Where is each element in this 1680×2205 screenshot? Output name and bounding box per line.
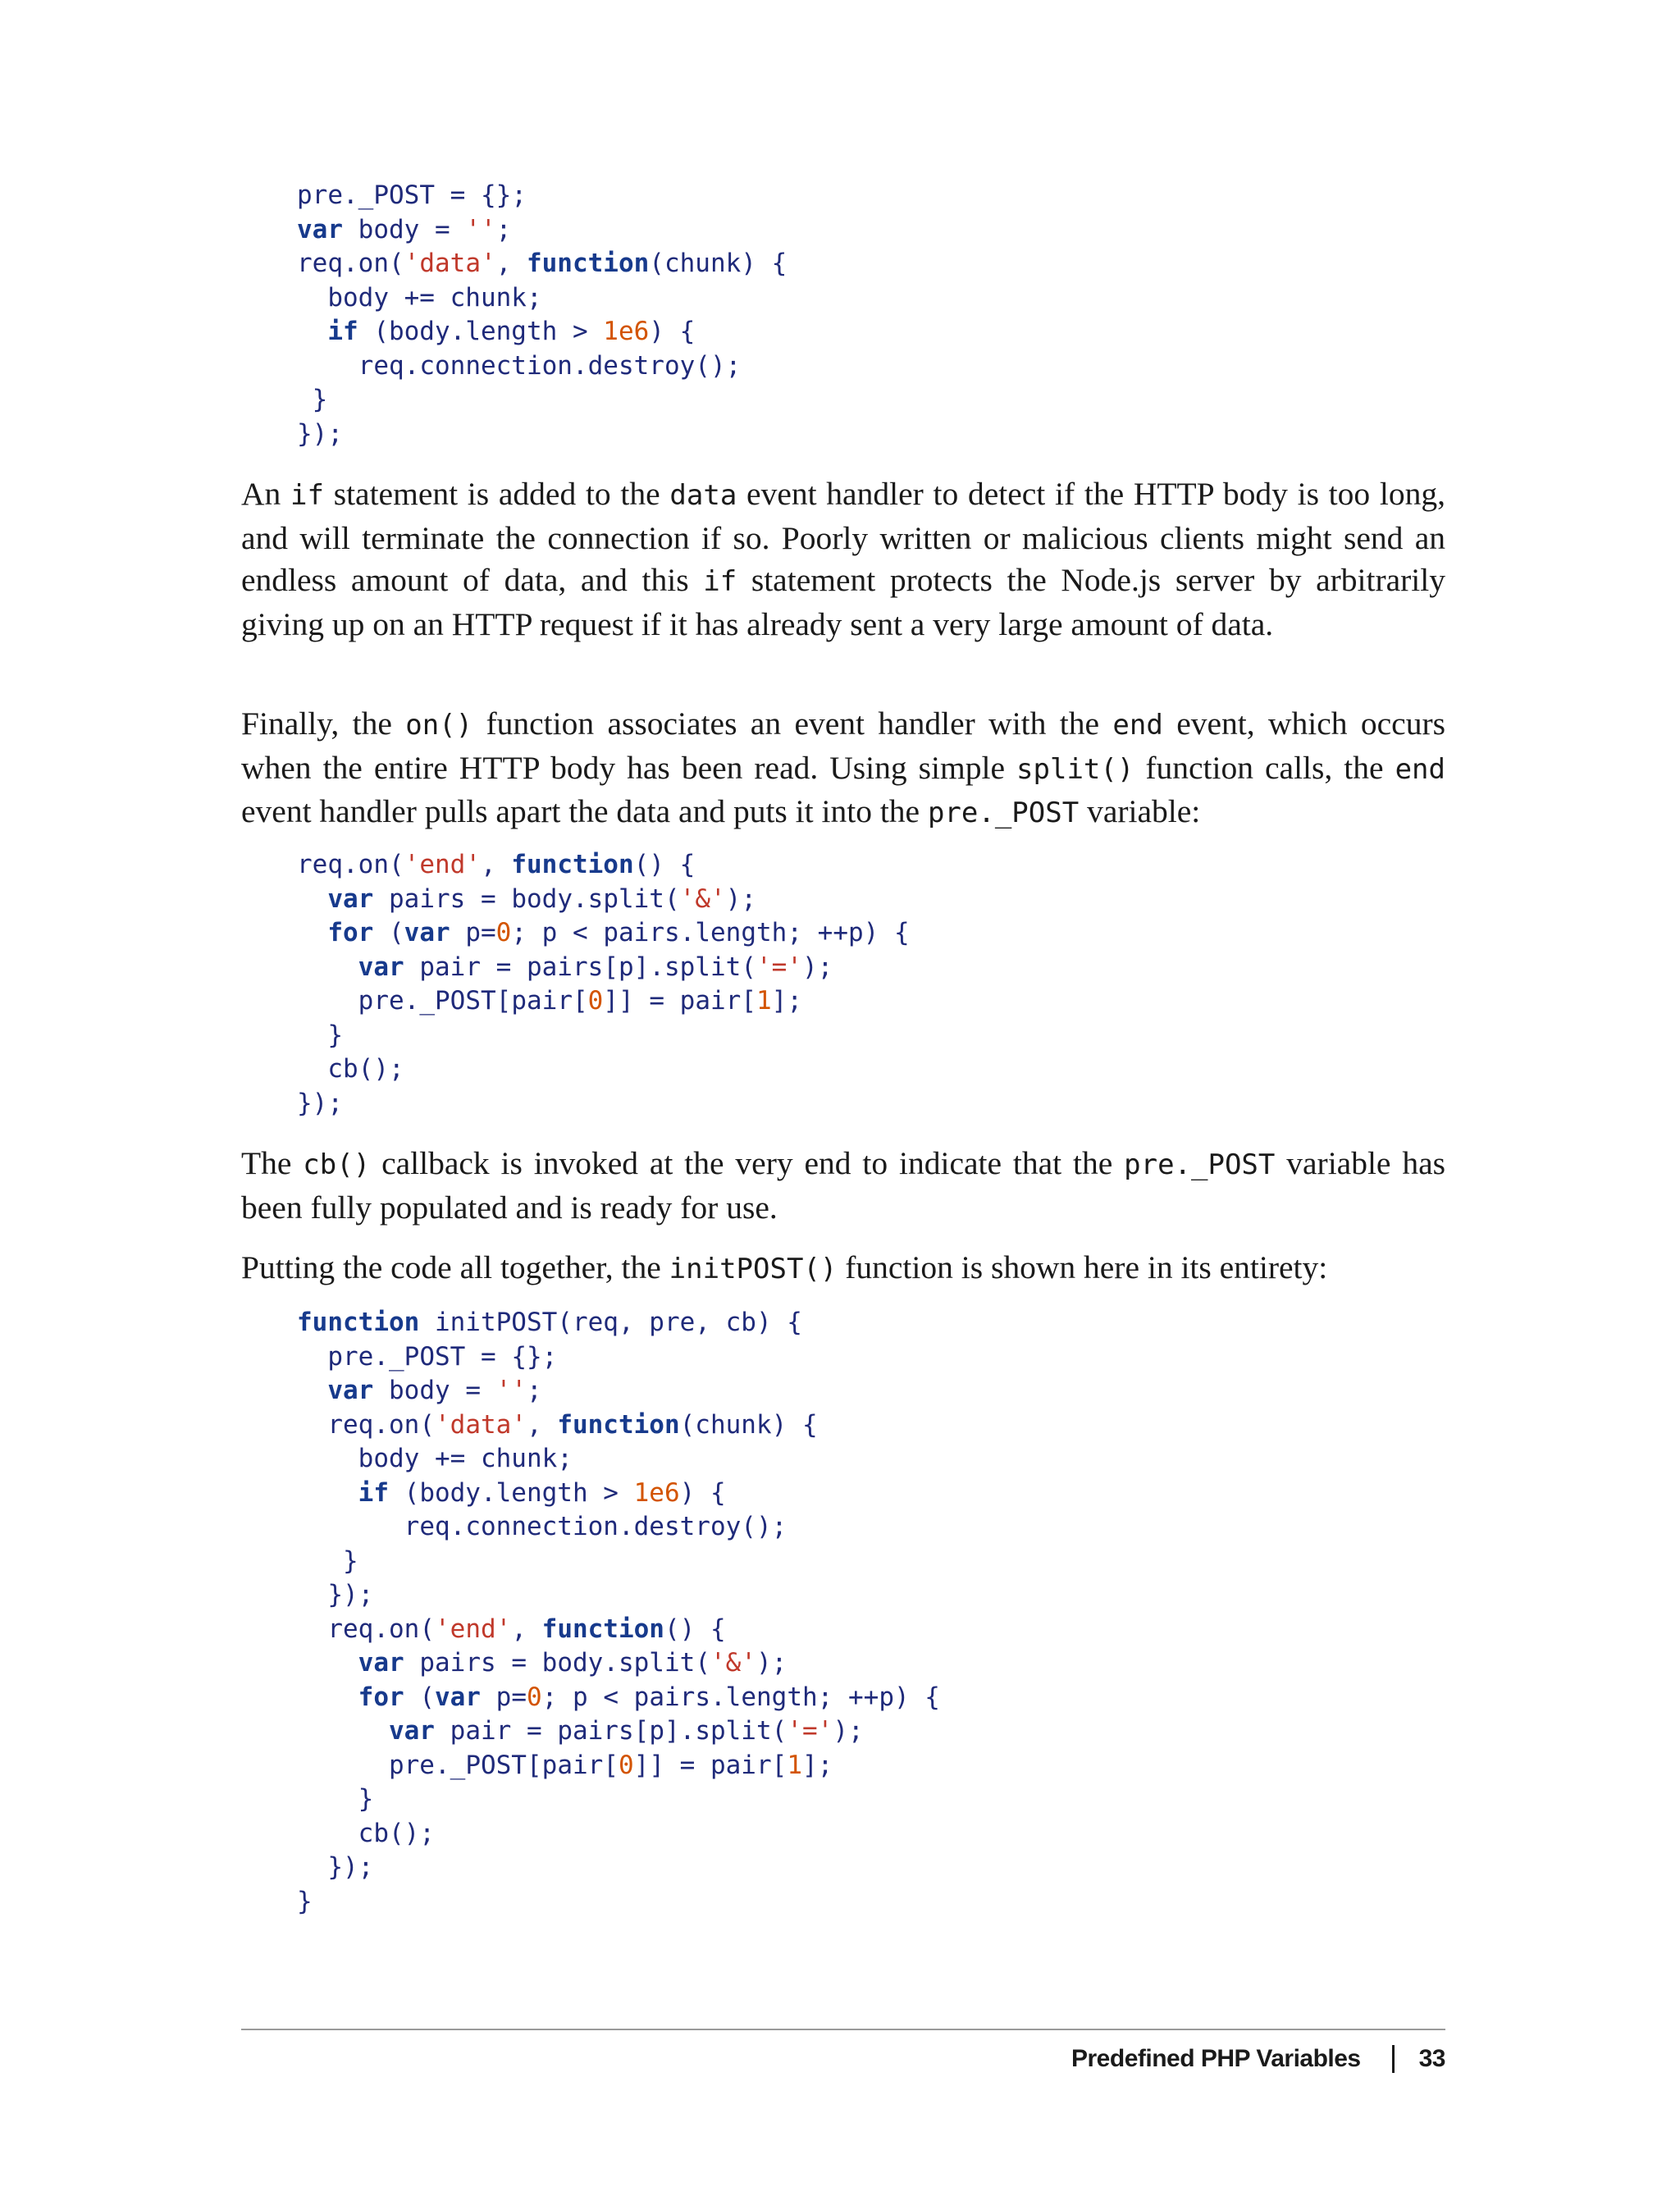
code-line: cb(); bbox=[327, 1054, 404, 1084]
code-line: var pair = pairs[p].split('='); bbox=[358, 952, 833, 982]
code-line: function initPOST(req, pre, cb) { bbox=[297, 1308, 802, 1337]
code-line: pre._POST[pair[0]] = pair[1]; bbox=[358, 986, 802, 1016]
code-line: for (var p=0; p < pairs.length; ++p) { bbox=[327, 918, 910, 947]
code-line: }); bbox=[297, 1580, 374, 1609]
code-line: pre._POST = {}; bbox=[297, 180, 527, 210]
code-line: for (var p=0; p < pairs.length; ++p) { bbox=[358, 1682, 940, 1712]
code-line: } bbox=[297, 1545, 358, 1576]
code-line: var body = ''; bbox=[327, 1376, 542, 1405]
code-line: } bbox=[297, 1886, 313, 1916]
page-footer bbox=[1071, 2041, 1445, 2077]
code-line: req.on('data', function(chunk) { bbox=[327, 1409, 818, 1440]
code-line: pre._POST[pair[0]] = pair[1]; bbox=[388, 1750, 833, 1780]
code-line: var body = ''; bbox=[297, 214, 512, 244]
code-line: var pairs = body.split('&'); bbox=[327, 883, 756, 914]
code-line: var pair = pairs[p].split('='); bbox=[388, 1716, 864, 1746]
code-line: cb(); bbox=[358, 1818, 435, 1848]
code-line: req.on('data', function(chunk) { bbox=[297, 249, 788, 278]
code-line: }); bbox=[297, 1088, 343, 1118]
paragraph-end-handler: Finally, the on() function associates an event handler with the end event, which occurs when the entire HTTP body has been read. Using simple split() function calls, the end event handler pulls apart the data and puts it into the pre._POST variable: bbox=[241, 705, 1445, 829]
code-line: } bbox=[297, 1020, 343, 1050]
footer-divider bbox=[241, 2029, 1445, 2030]
paragraph-callback: The cb() callback is invoked at the very end to indicate that the pre._POST variable has been fully populated and is ready for use. bbox=[241, 1145, 1445, 1226]
code-line: }); bbox=[297, 1852, 374, 1882]
page-number: 33 bbox=[1418, 2045, 1445, 2072]
footer-section-title: Predefined PHP Variables bbox=[1071, 2045, 1361, 2072]
code-line: } bbox=[297, 1784, 374, 1814]
code-block-1 bbox=[297, 179, 787, 451]
code-line: if (body.length > 1e6) { bbox=[358, 1477, 726, 1508]
code-line: req.on('end', function() { bbox=[297, 850, 696, 879]
code-line: body += chunk; bbox=[358, 1444, 573, 1473]
paragraph-if-statement: An if statement is added to the data event handler to detect if the HTTP body is too long, and will terminate the connection if so. Poorly written or malicious clients might send an endless amount of data, and this if statement protects the Node.js server by arbitrarily giving up on an HTTP request if it has already sent a very large amount of data. bbox=[241, 476, 1446, 642]
code-line: if (body.length > 1e6) { bbox=[327, 317, 696, 346]
code-line: req.on('end', function() { bbox=[327, 1614, 726, 1644]
code-line: body += chunk; bbox=[327, 282, 542, 313]
code-block-2 bbox=[297, 848, 910, 1121]
code-line: } bbox=[297, 385, 328, 414]
code-block-3 bbox=[297, 1306, 940, 1919]
code-line: req.connection.destroy(); bbox=[404, 1512, 788, 1541]
code-line: req.connection.destroy(); bbox=[358, 350, 742, 381]
paragraph-putting-together: Putting the code all together, the initPOST() function is shown here in its entirety: bbox=[241, 1249, 1328, 1285]
code-line: var pairs = body.split('&'); bbox=[358, 1648, 788, 1678]
code-line: pre._POST = {}; bbox=[327, 1341, 558, 1372]
footer-separator bbox=[1392, 2045, 1395, 2073]
code-line: }); bbox=[297, 418, 343, 449]
